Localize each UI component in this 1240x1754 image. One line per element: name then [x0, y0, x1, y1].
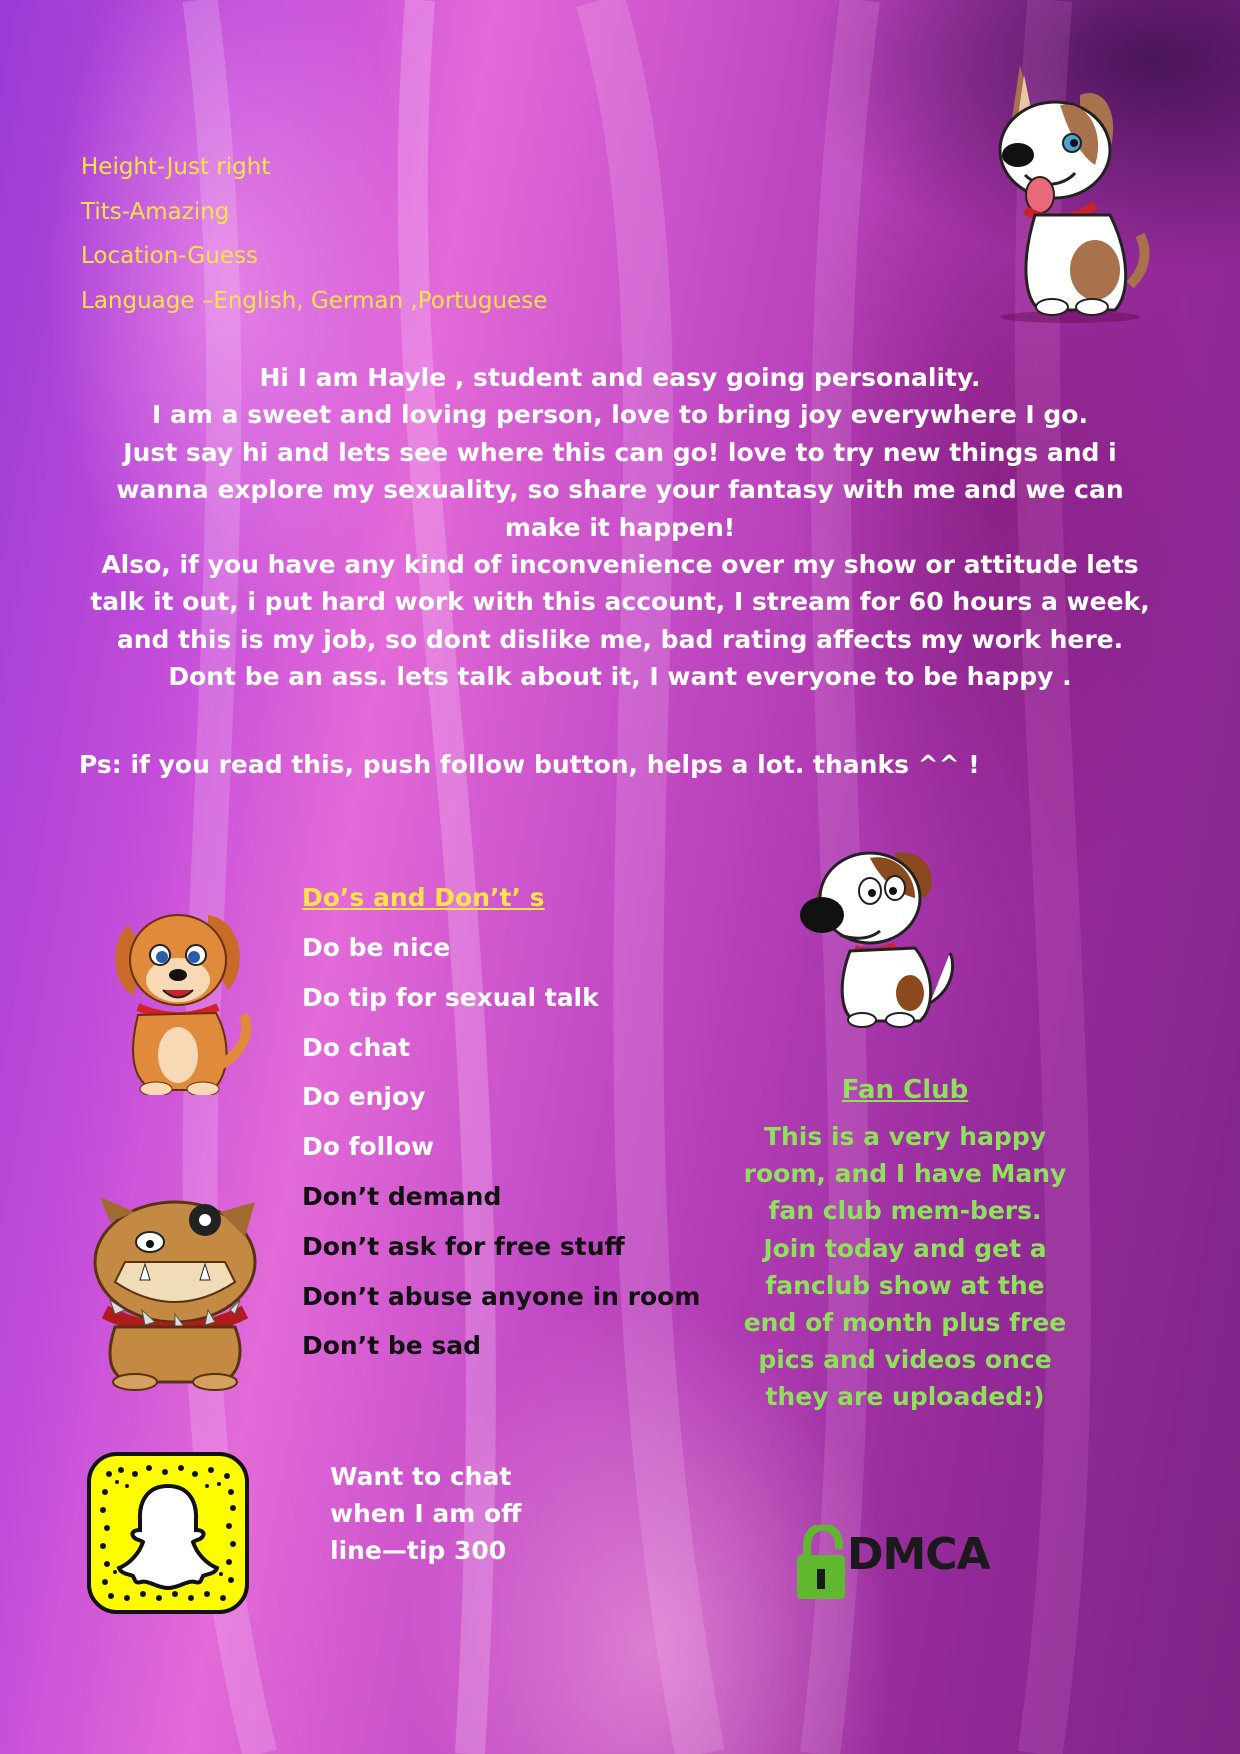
dont-item: Don’t be sad	[302, 1331, 482, 1361]
bio-ps: Ps: if you read this, push follow button, helps a lot. thanks ^^ !	[79, 750, 980, 779]
rules-section	[302, 876, 722, 1374]
dont-item: Don’t abuse anyone in room	[302, 1281, 701, 1311]
stat-tits: Tits-Amazing	[81, 198, 230, 225]
puppy-orange-icon	[108, 895, 258, 1095]
bio-intro: Hi I am Hayle , student and easy going personality.	[259, 363, 981, 392]
dont-item: Don’t demand	[302, 1181, 502, 1211]
fan-club-section	[740, 1068, 1070, 1416]
stat-location: Location-Guess	[81, 243, 258, 269]
fan-club-title: Fan Club	[841, 1075, 969, 1105]
bio-inconvenience: Also, if you have any kind of inconvenience over my show or attitude lets talk it out, i put hard work with this account, I stream for 60 hours a week, and this is my job, so dont dislike me, bad rating affects my work here.	[90, 550, 1150, 654]
do-item: Do be nice	[302, 933, 451, 962]
bio-section	[88, 359, 1152, 696]
snapchat-ghost-icon[interactable]	[87, 1452, 249, 1614]
offline-line: line—tip 300	[330, 1536, 507, 1565]
dont-item: Don’t ask for free stuff	[302, 1231, 625, 1261]
bio-explore: Just say hi and lets see where this can go! love to try new things and i wanna explore my sexuality, so share your fantasy with me and we can make it happen!	[116, 437, 1124, 542]
dmca-text: DMCA	[847, 1529, 990, 1580]
puppy-top-icon	[800, 843, 965, 1028]
rules-heading: Do’s and Don’t’ s	[302, 883, 545, 912]
fan-club-body: This is a very happy room, and I have Many fan club mem-bers. Join today and get a fanclub show at the end of month plus free pics and videos once they are uploaded:)	[743, 1122, 1067, 1412]
do-item: Do chat	[302, 1032, 411, 1062]
stat-height: Height-Just right	[81, 154, 271, 180]
do-item: Do enjoy	[302, 1082, 426, 1112]
puppy-sitting-icon	[980, 55, 1150, 325]
bulldog-icon	[70, 1182, 280, 1392]
offline-line: when I am off	[330, 1499, 522, 1528]
do-item: Do tip for sexual talk	[302, 982, 599, 1012]
offline-line: Want to chat	[330, 1462, 512, 1491]
bio-closing: Dont be an ass. lets talk about it, I want everyone to be happy .	[168, 662, 1072, 692]
profile-stats	[81, 145, 547, 323]
offline-chat-note	[330, 1458, 590, 1569]
dmca-lock-icon	[795, 1525, 847, 1601]
bio-sweet: I am a sweet and loving person, love to bring joy everywhere I go.	[152, 400, 1088, 430]
stat-language: Language –English, German ,Portuguese	[81, 287, 548, 314]
do-item: Do follow	[302, 1132, 435, 1162]
